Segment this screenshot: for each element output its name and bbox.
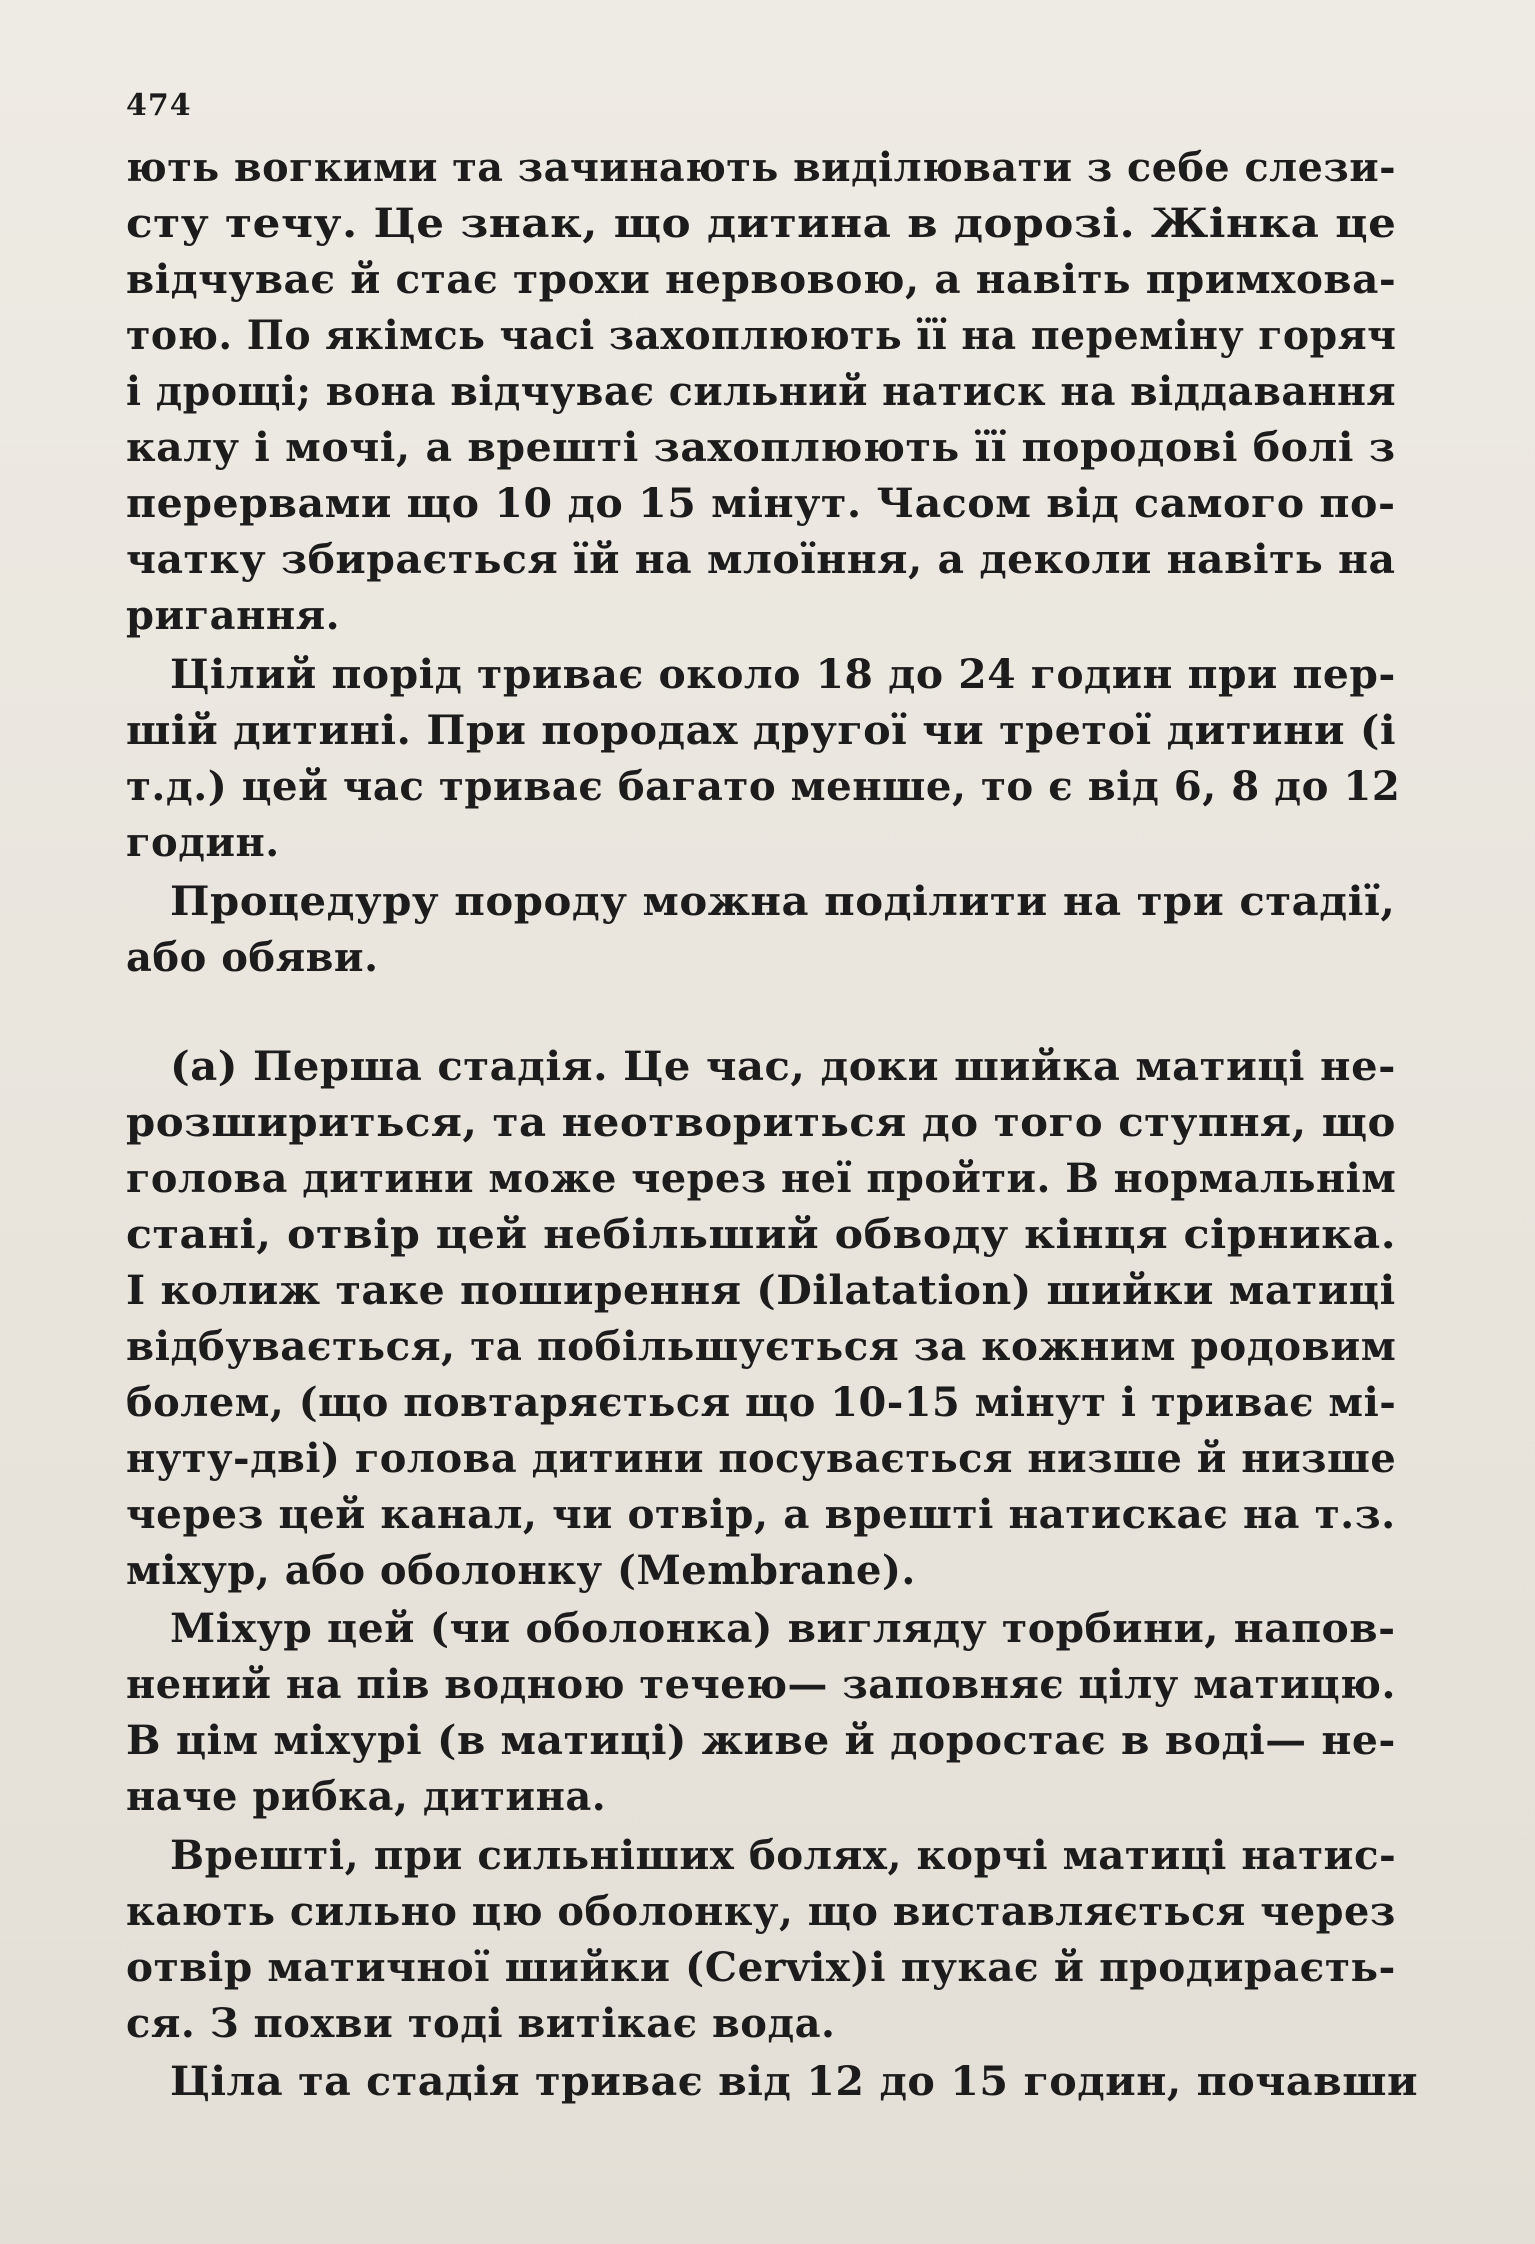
page-number: 474 [126,88,192,123]
text-line: чатку збирається їй на млоїння, а деколи навіть на [126,536,1396,583]
text-line: або обяви. [126,934,379,981]
text-line: І колиж таке поширення (Dilatation) шийки матиці [126,1267,1396,1314]
text-line: стані, отвір цей небільший обводу кінця сірника. [126,1211,1397,1258]
text-line: перервами що 10 до 15 мінут. Часом від самого по- [126,480,1396,527]
text-line: Врешті, при сильніших болях, корчі матиці натис- [170,1832,1397,1879]
text-line: В цім міхурі (в матиці) живе й доростає в воді— не- [126,1717,1396,1764]
text-line: наче рибка, дитина. [126,1773,607,1820]
text-line: годин. [126,819,280,866]
text-line: Процедуру породу можна поділити на три стадії, [170,878,1396,925]
text-line: тою. По якімсь часі захоплюють її на переміну горяч [126,312,1397,359]
text-line: розшириться, та неотвориться до того ступня, що [126,1099,1396,1146]
text-line: голова дитини може через неї пройти. В нормальнім [126,1155,1397,1202]
text-line: Ціла та стадія триває від 12 до 15 годин, почавши [170,2058,1419,2105]
text-line: міхур, або оболонку (Membrane). [126,1547,916,1594]
text-line: сту течу. Це знак, що дитина в дорозі. Жінка це [126,200,1397,247]
text-line: Міхур цей (чи оболонка) вигляду торбини, напов- [170,1605,1396,1652]
text-line: т.д.) цей час триває багато менше, то є від 6, 8 до 12 [126,763,1401,810]
text-line: ся. З похви тоді витікає вода. [126,2000,836,2047]
text-line: відбувається, та побільшується за кожним родовим [126,1323,1397,1370]
text-line: болем, (що повтаряється що 10-15 мінут і триває мі- [126,1379,1397,1426]
text-line: відчуває й стає трохи нервовою, а навіть примхова- [126,256,1397,303]
text-line: через цей канал, чи отвір, а врешті натискає на т.з. [126,1491,1396,1538]
text-line: кають сильно цю оболонку, що виставляється через [126,1888,1396,1935]
text-line: нений на пів водною течею— заповняє цілу матицю. [126,1661,1396,1708]
text-line: отвір матичної шийки (Cervix)і пукає й продираєть- [126,1944,1396,1991]
text-line: ригання. [126,592,341,639]
text-line: ють вогкими та зачинають виділювати з себе слези- [126,144,1397,191]
text-line: (а) Перша стадія. Це час, доки шийка матиці не- [170,1043,1396,1090]
text-line: і дрощі; вона відчуває сильний натиск на віддавання [126,368,1397,415]
text-line: Цілий порід триває около 18 до 24 годин при пер- [170,651,1396,698]
text-line: нуту-дві) голова дитини посувається низше й низше [126,1435,1397,1482]
text-line: калу і мочі, а врешті захоплюють її породові болі з [126,424,1396,471]
text-line: шій дитині. При породах другої чи третої дитини (і [126,707,1397,754]
